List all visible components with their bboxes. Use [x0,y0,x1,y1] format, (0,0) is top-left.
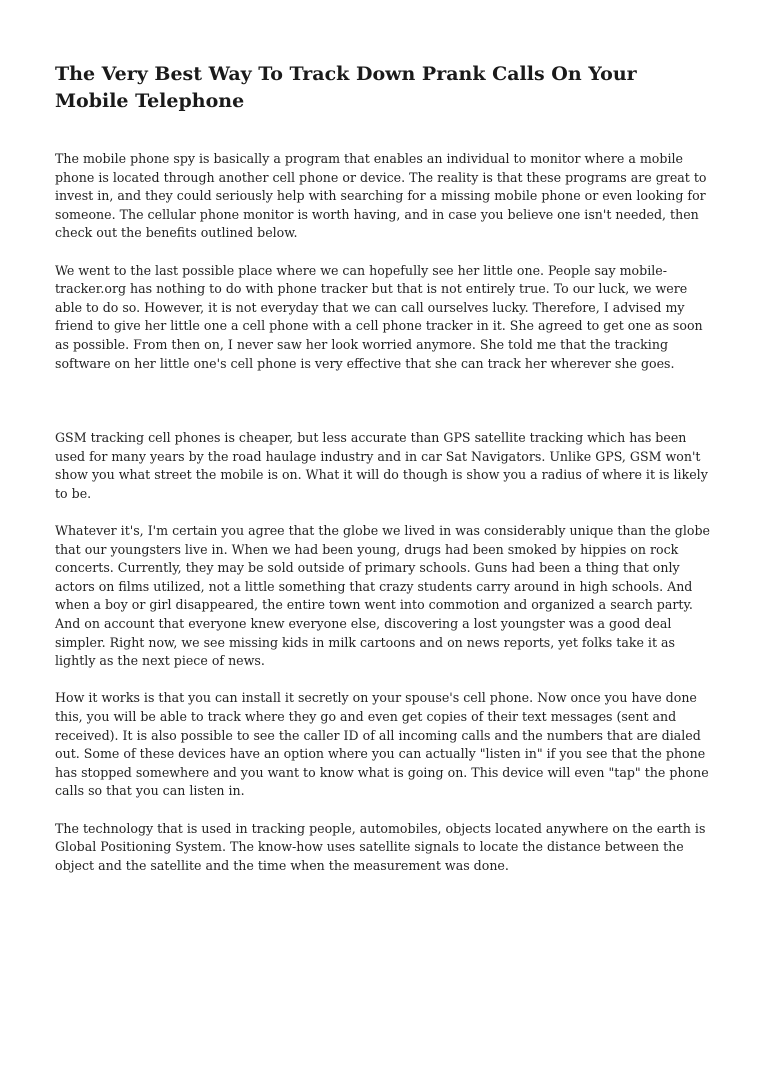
paragraph-2: We went to the last possible place where we can hopefully see her little one. People say mobile-tracker.org has nothing to do with phone tracker but that is not entirely true. To our luck, we were able to do so. However, it is not everyday that we can call ourselves lucky. Therefore, I advised my friend to give her little one a cell phone with a cell phone tracker in it. She agreed to get one as soon as possible. From then on, I never saw her look worried anymore. She told me that the tracking software on her little one's cell phone is very effective that she can track her wherever she goes. [55,262,703,371]
paragraph-1: The mobile phone spy is basically a program that enables an individual to monitor where a mobile phone is located through another cell phone or device. The reality is that these programs are great to invest in, and they could seriously help with searching for a missing mobile phone or even looking for someone. The cellular phone monitor is worth having, and in case you believe one isn't needed, then check out the benefits outlined below. [55,151,707,241]
paragraph-3: GSM tracking cell phones is cheaper, but less accurate than GPS satellite tracking which has been used for many years by the road haulage industry and in car Sat Navigators. Unlike GPS, GSM won't show you what street the mobile is on. What it will do though is show you a radius of where it is likely to be. [55,430,708,501]
paragraph-6: The technology that is used in tracking people, automobiles, objects located anywhere on the earth is Global Positioning System. The know-how uses satellite signals to locate the distance between the object and the satellite and the time when the measurement was done. [55,820,706,873]
paragraph-4: Whatever it's, I'm certain you agree that the globe we lived in was considerably unique than the globe that our youngsters live in. When we had been young, drugs had been smoked by hippies on rock concerts. Currently, they may be sold outside of primary schools. Guns had been a thing that only actors on films utilized, not a little something that crazy students carry around in high schools. And when a boy or girl disappeared, the entire town went into commotion and organized a search party. And on account that everyone knew everyone else, discovering a lost youngster was a good deal simpler. Right now, we see missing kids in milk cartoons and on news reports, yet folks take it as lightly as the next piece of news. [55,523,710,669]
page-title: The Very Best Way To Track Down Prank Calls On Your Mobile Telephone [55,63,637,112]
article-body [55,150,717,894]
paragraph-5: How it works is that you can install it secretly on your spouse's cell phone. Now once you have done this, you will be able to track where they go and even get copies of their text messages (sent and received). It is also possible to see the caller ID of all incoming calls and the numbers that are dialed out. Some of these devices have an option where you can actually "listen in" if you see that the phone has stopped somewhere and you want to know what is going on. This device will even "tap" the phone calls so that you can listen in. [55,690,709,799]
